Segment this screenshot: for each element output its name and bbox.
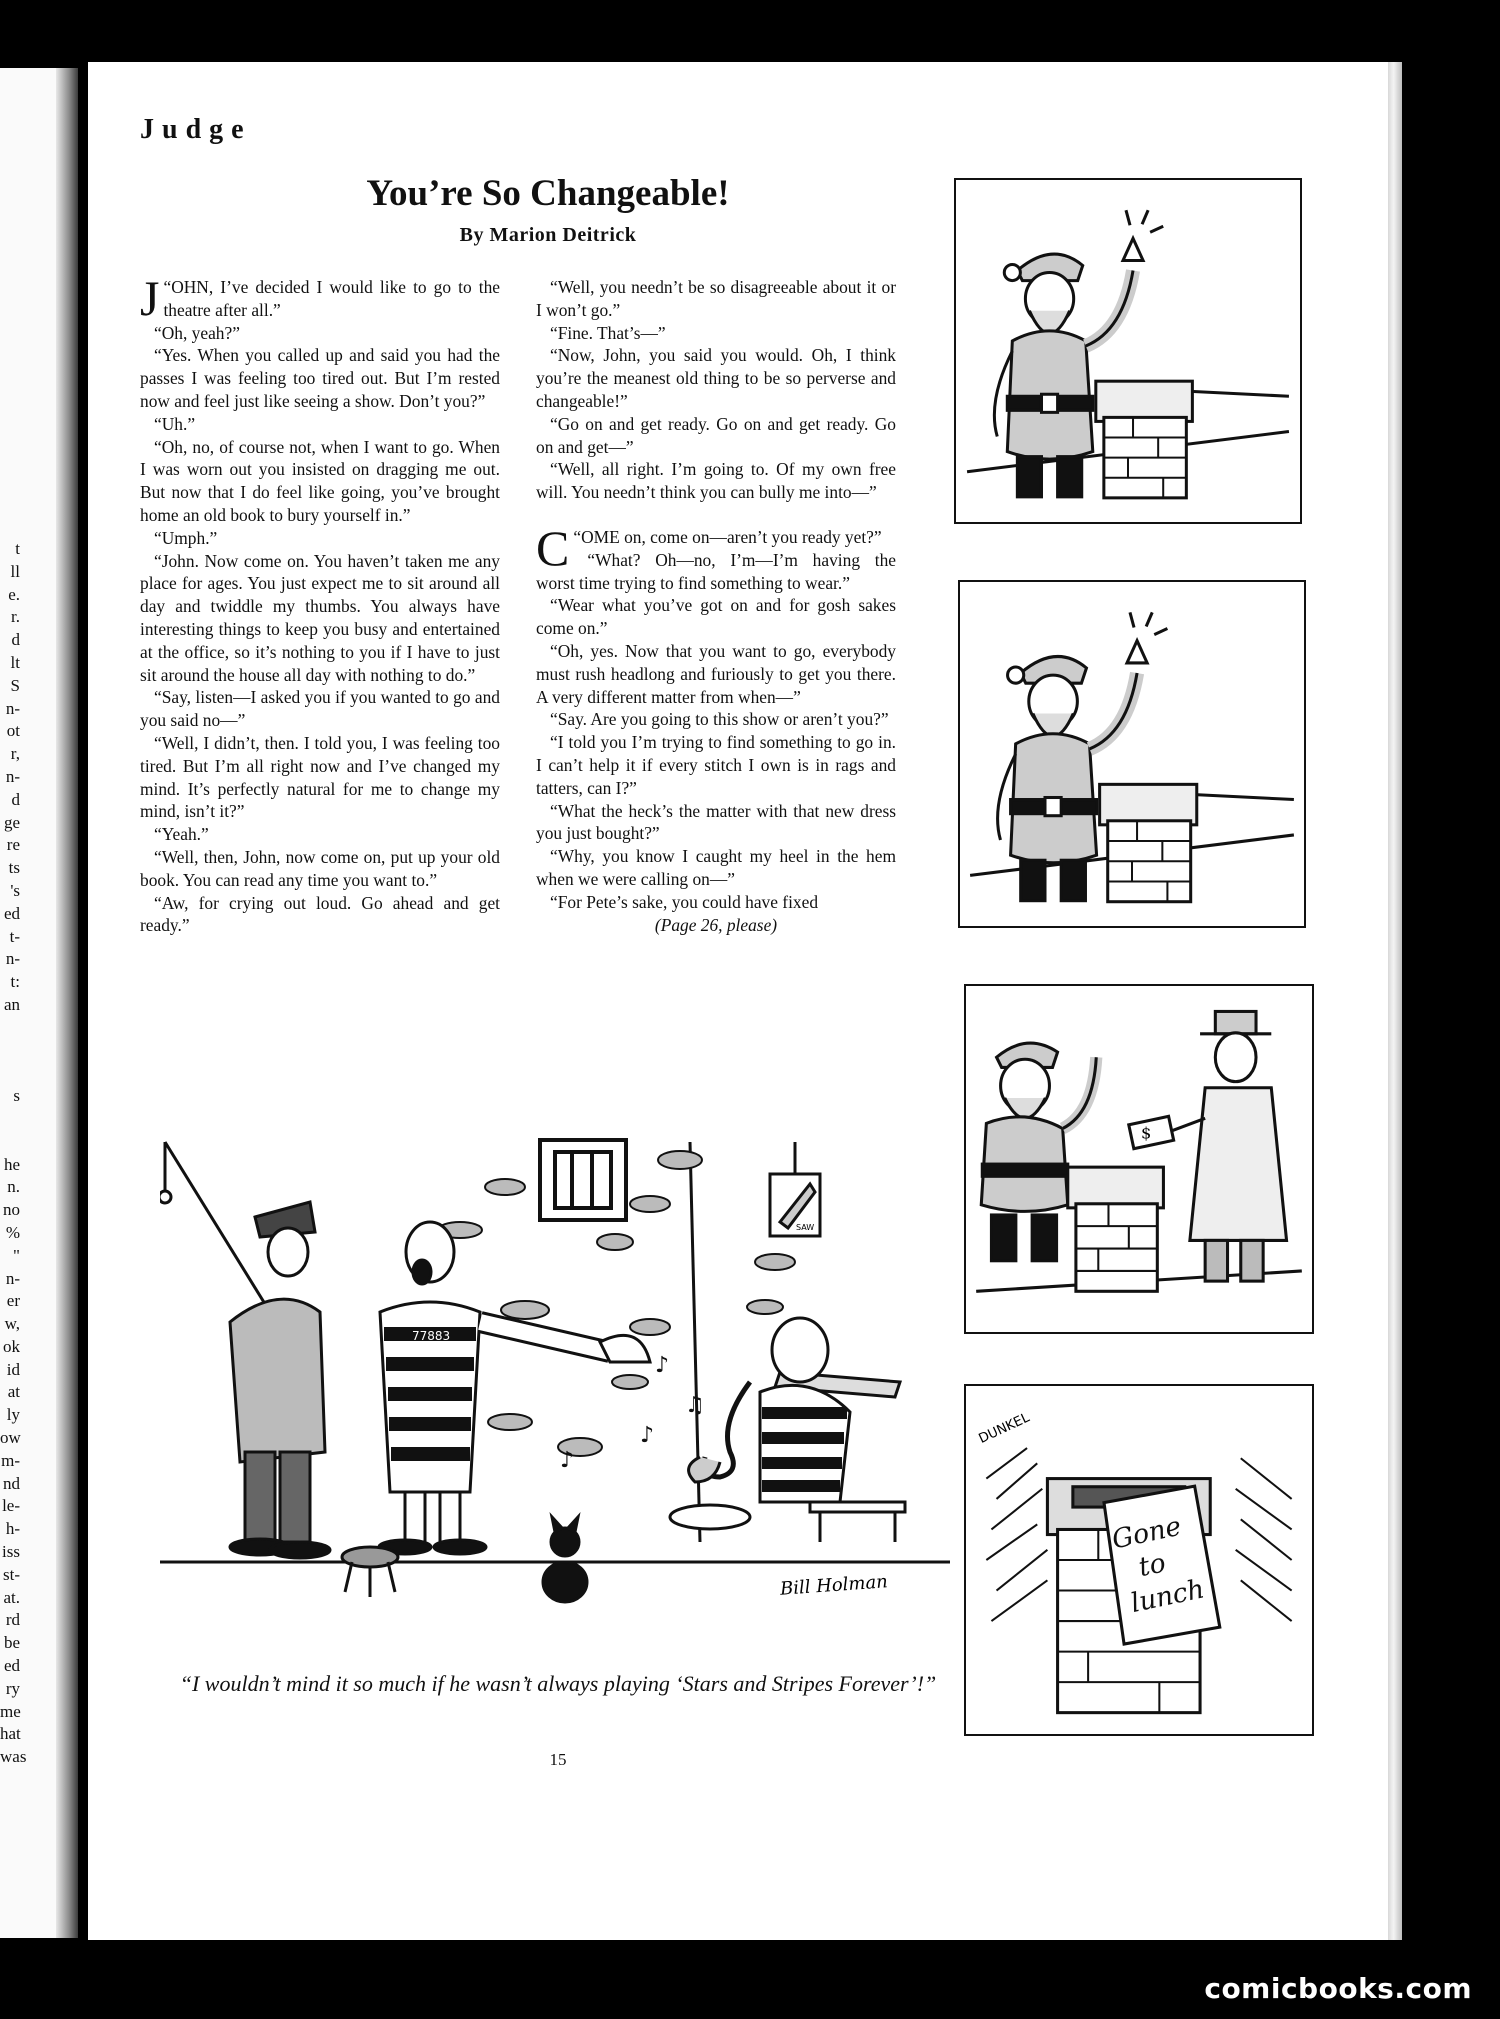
left-page-fragment: lt (10, 652, 20, 672)
left-page-fragment: ll (10, 561, 20, 581)
left-page-fragment: hat (0, 1724, 21, 1744)
paragraph: “Now, John, you said you would. Oh, I think you’re the meanest old thing to be so perverse and changeable!” (536, 345, 896, 411)
left-page-fragment: re (6, 835, 20, 855)
left-page-fragment: t: (10, 972, 20, 992)
paragraph: “I told you I’m trying to find something to go in. I can’t help it if every stitch I own is in rags and tatters, can I?” (536, 732, 896, 798)
article-byline: By Marion Deitrick (459, 224, 637, 246)
paragraph: “Say. Are you going to this show or aren’t you?” (550, 709, 889, 730)
left-page-fragment: 's (10, 880, 20, 900)
santa-donor-illustration (966, 986, 1312, 1332)
article-title: You’re So Changeable! (366, 173, 730, 214)
left-page-fragment: t (15, 539, 20, 558)
left-page-fragment: t- (9, 926, 20, 946)
left-page-fragment: ow (0, 1428, 21, 1448)
paragraph: “Oh, yeah?” (154, 322, 240, 343)
paragraph: “Aw, for crying out loud. Go ahead and get ready.” (140, 892, 500, 936)
left-page-fragment: ed (3, 1656, 20, 1676)
left-page-fragment: n- (5, 949, 20, 969)
left-page-fragment: d (11, 630, 20, 650)
paragraph: “Uh.” (154, 413, 196, 434)
dollar-bill-sign: $ (1141, 1123, 1152, 1143)
strip-panel-3 (964, 984, 1314, 1334)
left-page-fragment: at (7, 1382, 20, 1402)
sign-line-2: to (1135, 1547, 1169, 1584)
left-page-fragment: was (0, 1747, 27, 1767)
paragraph: “What? Oh—no, I’m—I’m having the worst time trying to find something to wear.” (536, 549, 896, 593)
left-page-fragment: r, (10, 744, 20, 764)
left-page-fragment (0, 1108, 20, 1131)
left-page-fragment: w, (4, 1314, 20, 1334)
paragraph: “Say, listen—I asked you if you wanted to go and you said no—” (140, 687, 500, 731)
paragraph: “John. Now come on. You haven’t taken me any place for ages. You just expect me to sit around all day and twiddle my thumbs. You always have interesting things to keep you busy and entertained at the office, so it’s nothing to you if I have to just sit around the house all day with nothing to do.” (140, 550, 500, 685)
left-page-fragment: ge (3, 812, 20, 832)
music-note-icon: ♫ (685, 1393, 705, 1418)
left-page-fragment: me (0, 1701, 21, 1721)
sign-line-3: lunch (1127, 1573, 1208, 1620)
paragraph: “Yes. When you called up and said you had the passes I was feeling too tired out. But I’m rested now and feel just like seeing a show. Don’t you?” (140, 345, 500, 411)
prisoner-number: 77883 (412, 1329, 451, 1343)
paragraph: “Why, you know I caught my heel in the hem when we were calling on—” (536, 846, 896, 889)
left-page-fragment: ry (5, 1678, 20, 1698)
prison-cartoon (160, 1122, 950, 1612)
paragraph: C “OME on, come on—aren’t you ready yet?” (536, 519, 882, 576)
site-watermark: comicbooks.com (1204, 1972, 1472, 2005)
left-page-fragment: s (13, 1086, 20, 1106)
paragraph: J “OHN, I’ve decided I would like to go to the theatre after all.” (140, 270, 500, 326)
drop-cap: J (140, 270, 160, 326)
paragraph: “Well, then, John, now come on, put up your old book. You can read any time you want to.” (140, 846, 500, 890)
paragraph: “Go on and get ready. Go on and get ready. Go on and get—” (536, 413, 896, 457)
left-page-fragment: ot (6, 721, 20, 741)
left-page-fragment: n- (5, 1268, 20, 1288)
paragraph: “For Pete’s sake, you could have fixed (550, 891, 819, 912)
left-page-fragment: % (5, 1222, 20, 1242)
music-note-icon: ♪ (640, 1423, 655, 1448)
left-page-fragment: le- (2, 1496, 20, 1516)
left-page-fragment: n. (7, 1177, 20, 1197)
left-page-text-fragments (0, 538, 27, 1769)
left-page-fragment: ts (8, 858, 20, 878)
paragraph: “Wear what you’ve got on and for gosh sakes come on.” (536, 595, 896, 639)
strip-panel-2 (958, 580, 1306, 928)
cartoon-caption: “I wouldn’t mind it so much if he wasn’t always playing ‘Stars and Stripes Forever’!” (179, 1671, 937, 1696)
santa-bell-illustration (956, 180, 1300, 522)
left-page-fragment: ed (3, 903, 20, 923)
left-page-fragment: ok (3, 1336, 20, 1356)
prison-cartoon-illustration (160, 1122, 950, 1612)
paragraph: “Umph.” (154, 527, 218, 548)
left-page-fragment: S (10, 675, 20, 695)
paragraph: “Well, all right. I’m going to. Of my own free will. You needn’t think you can bully me into—” (536, 459, 896, 503)
chimney-gone-to-lunch-illustration (966, 1386, 1312, 1734)
left-page-fragment: st- (3, 1564, 20, 1584)
left-page-fragment: " (13, 1245, 20, 1265)
left-page-fragment: he (3, 1154, 20, 1174)
left-page-edge (0, 68, 78, 1938)
left-page-fragment: rd (5, 1610, 20, 1630)
saw-poster-label: SAW (796, 1223, 815, 1232)
article-column-2 (536, 276, 896, 936)
paragraph: “Yeah.” (154, 824, 209, 845)
page-edge-spine (1388, 62, 1402, 1940)
article-column-1 (140, 270, 500, 937)
left-page-fragment (0, 1131, 20, 1154)
left-page-fragment: id (6, 1359, 20, 1379)
left-page-fragment: at. (3, 1587, 20, 1607)
paragraph: “What the heck’s the matter with that new dress you just bought?” (536, 800, 896, 844)
section-break (536, 504, 896, 526)
left-page-fragment: iss (2, 1542, 20, 1562)
left-page-fragment: n- (5, 766, 20, 786)
left-page-fragment: be (3, 1633, 20, 1653)
strip-panel-4 (964, 1384, 1314, 1736)
drop-cap: C (536, 519, 570, 576)
left-page-fragment: ly (6, 1405, 20, 1425)
left-page-fragment: r. (11, 607, 20, 627)
paragraph: “Fine. That’s—” (550, 322, 666, 343)
paragraph: “Oh, yes. Now that you want to go, everybody must rush headlong and furiously to get you there. A very different matter from when—” (536, 640, 896, 707)
left-page-fragment: n- (5, 698, 20, 718)
paragraph: “Well, I didn’t, then. I told you, I was feeling too tired. But I’m all right now and I’ve changed my mind. It’s perfectly natural for me to change my mind, isn’t it?” (140, 732, 500, 822)
left-page-fragment: d (11, 789, 20, 809)
music-note-icon: ♪ (560, 1448, 575, 1473)
magazine-name: Judge (140, 114, 252, 145)
continued-note: (Page 26, please) (654, 914, 778, 935)
left-page-fragment: er (6, 1291, 20, 1311)
artist-signature: DUNKEL (976, 1410, 1032, 1447)
paragraph: “Oh, no, of course not, when I want to go. When I was worn out you insisted on dragging me out. But now that I do feel like going, you’ve brought home an old book to bury yourself in.” (140, 436, 500, 525)
left-page-fragment (0, 1062, 20, 1085)
magazine-page (88, 62, 1388, 1940)
music-note-icon: ♪ (655, 1353, 670, 1378)
left-page-fragment: an (3, 994, 20, 1014)
page-gutter-shadow (56, 68, 78, 1938)
santa-bell-illustration (960, 582, 1304, 926)
page-number: 15 (549, 1750, 567, 1769)
left-page-fragment: no (3, 1200, 20, 1220)
left-page-fragment (0, 1017, 20, 1040)
strip-panel-1 (954, 178, 1302, 524)
left-page-fragment: nd (3, 1473, 20, 1493)
left-page-fragment (0, 1040, 20, 1063)
left-page-fragment: m- (1, 1450, 20, 1470)
paragraph: “Well, you needn’t be so disagreeable about it or I won’t go.” (536, 277, 896, 320)
left-page-fragment: h- (5, 1519, 20, 1539)
cartoonist-signature: Bill Holman (779, 1571, 889, 1600)
sign-line-1: Gone (1109, 1510, 1184, 1556)
left-page-fragment: e. (8, 584, 20, 604)
